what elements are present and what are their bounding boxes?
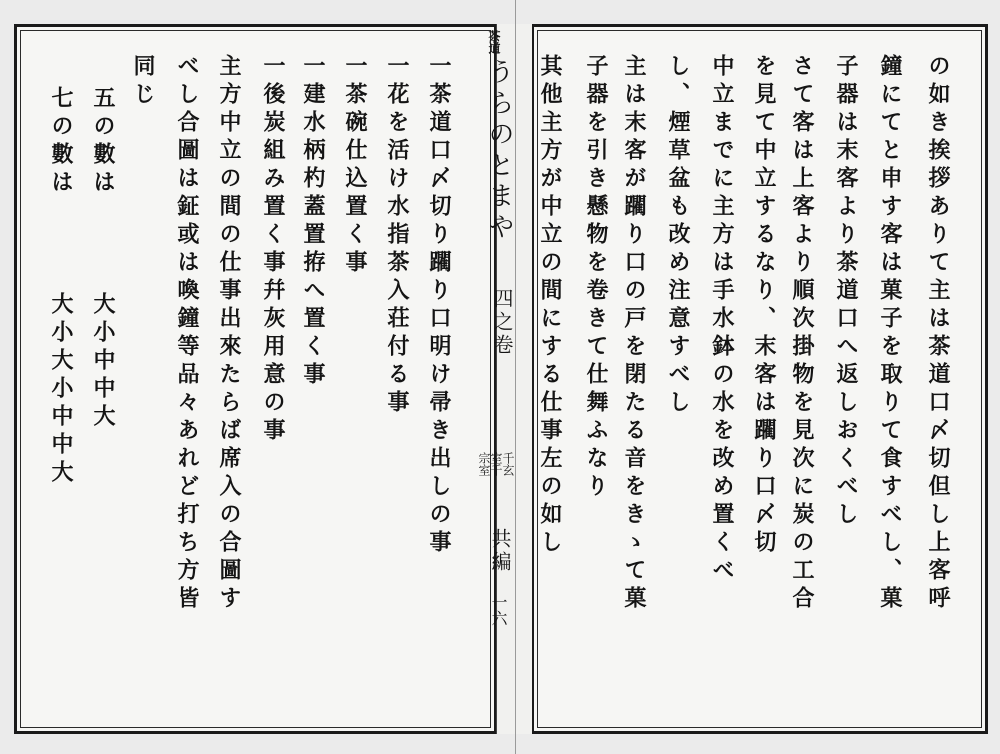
count-sequence: 大小大小中中大: [48, 292, 74, 488]
count-label: 五の數は: [90, 86, 116, 198]
text-column: 其他主方が中立の間にする仕事左の如し: [537, 54, 563, 558]
list-item: 一茶道口〆切り躙り口明け帚き出しの事: [426, 54, 452, 558]
header-joint-edit: 共編: [488, 528, 512, 574]
count-label: 七の數は: [48, 86, 74, 198]
count-sequence: 大小中中大: [90, 292, 116, 432]
text-column: し、煙草盆も改め注意すべし: [665, 54, 691, 418]
text-column: 主方中立の間の仕事出來たらば席入の合圖す: [216, 54, 242, 614]
text-column: 同じ: [130, 54, 156, 110]
header-title: うらのとまや: [484, 58, 514, 244]
page-number: 一六: [489, 594, 508, 626]
text-column: さて客は上客より順次掛物を見次に炭の工合: [789, 54, 815, 614]
list-item: 一後炭組み置く事幷灰用意の事: [260, 54, 286, 446]
header-volume: 四之卷: [490, 288, 514, 357]
text-column: 子器を引き懸物を卷きて仕舞ふなり: [583, 54, 609, 502]
list-item: 一茶碗仕込置く事: [342, 54, 368, 278]
text-column: べし合圖は鉦或は喚鐘等品々あれど打ち方皆: [174, 54, 200, 614]
header-series: 茶道: [487, 30, 501, 54]
text-column: 中立までに主方は手水鉢の水を改め置くべ: [709, 54, 735, 586]
text-column: 子器は末客より茶道口へ返しおくべし: [833, 54, 859, 530]
list-item: 一花を活け水指茶入荘付る事: [384, 54, 410, 418]
binding-line: [515, 0, 516, 754]
text-column: 鐘にてと申す客は菓子を取りて食すべし、菓: [877, 54, 903, 614]
text-column: を見て中立するなり、末客は躙り口〆切: [751, 54, 777, 558]
header-authors: 千玄室千宗室: [477, 452, 515, 476]
text-column: の如き挨拶ありて主は茶道口〆切但し上客呼: [925, 54, 951, 614]
left-page: [14, 24, 496, 734]
text-column: 主は末客が躙り口の戸を閉たる音をきゝて菓: [621, 54, 647, 614]
list-item: 一建水柄杓蓋置拵へ置く事: [300, 54, 326, 390]
